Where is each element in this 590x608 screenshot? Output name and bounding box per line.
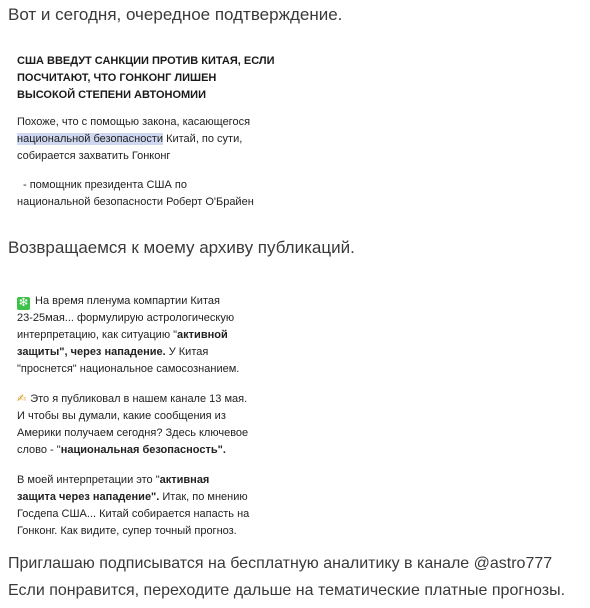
archive-p3-line-1a: В моей интерпретации это " [17,474,160,486]
archive-p2-line-4b: национальная безопасность". [60,444,226,456]
archive-p3-line-3: Госдепа США... Китай собирается напасть на [17,508,250,520]
archive-p1-line-1 [17,293,249,310]
archive-p1-line-3b: активной [177,329,228,341]
archive-p3-line-4: Гонконг. Как видите, супер точный прогноз. [17,525,237,537]
news-attribution-line-2: национальной безопасности Роберт О'Брайен [17,196,254,208]
archive-p3-line-2 [17,489,249,506]
archive-p3-line-2b: Итак, по мнению [159,491,248,503]
news-body-line-2 [17,131,275,148]
archive-p1-line-3 [17,327,249,344]
news-excerpt [17,53,275,211]
archive-excerpt [17,293,249,540]
news-body-line-2-rest: Китай, по сути, [163,133,243,145]
archive-p3-line-1 [17,472,249,489]
archive-p3-line-1b: активная [159,474,210,486]
archive-p1-line-1-text: На время пленума компартии Китая [35,295,220,307]
news-headline-line-2: ПОСЧИТАЮТ, ЧТО ГОНКОНГ ЛИШЕН [17,72,217,84]
archive-p2-line-3: Америки получаем сегодня? Здесь ключевое [17,427,249,439]
intro-text: Вот и сегодня, очередное подтверждение. [8,5,343,24]
archive-p1-line-5: "проснется" национальное самосознанием. [17,363,240,375]
news-headline-line-1: США ВВЕДУТ САНКЦИИ ПРОТИВ КИТАЯ, ЕСЛИ [17,55,275,67]
archive-p1-line-4b: У Китая [165,346,209,358]
archive-p1-line-2: 23-25мая... формулирую астрологическую [17,312,235,324]
archive-p2-line-1 [17,391,249,408]
archive-p2-line-2: И чтобы вы думали, какие сообщения из [17,410,226,422]
archive-heading: Возвращаемся к моему архиву публикаций. [8,238,355,257]
outro-line-2: Если понравится, переходите дальше на тематические платные прогнозы. [8,582,566,599]
news-body-line-3: собирается захватить Гонконг [17,150,171,162]
sparkle-icon: ❇ [18,297,29,309]
archive-p1-line-4 [17,344,249,361]
outro-line-1: Приглашаю подписыватся на бесплатную аналитику в канале @astro777 [8,555,553,572]
archive-p2-line-4 [17,442,249,459]
news-attribution-line-1: - помощник президента США по [23,179,187,191]
archive-p2-line-1-text: Это я публиковал в нашем канале 13 мая. [30,393,248,405]
writing-hand-icon: ✍ [17,393,27,405]
news-highlight: национальной безопасности [17,133,164,145]
news-headline-line-3: ВЫСОКОЙ СТЕПЕНИ АВТОНОМИИ [17,89,206,101]
archive-p3-line-2a: защита через нападение". [17,491,160,503]
archive-p2-line-4a: слово - " [17,444,61,456]
news-body-line-1: Похоже, что с помощью закона, касающегося [17,116,251,128]
archive-p1-line-4a: защиты", через нападение. [17,346,166,358]
archive-p1-line-3a: интерпретацию, как ситуацию " [17,329,178,341]
